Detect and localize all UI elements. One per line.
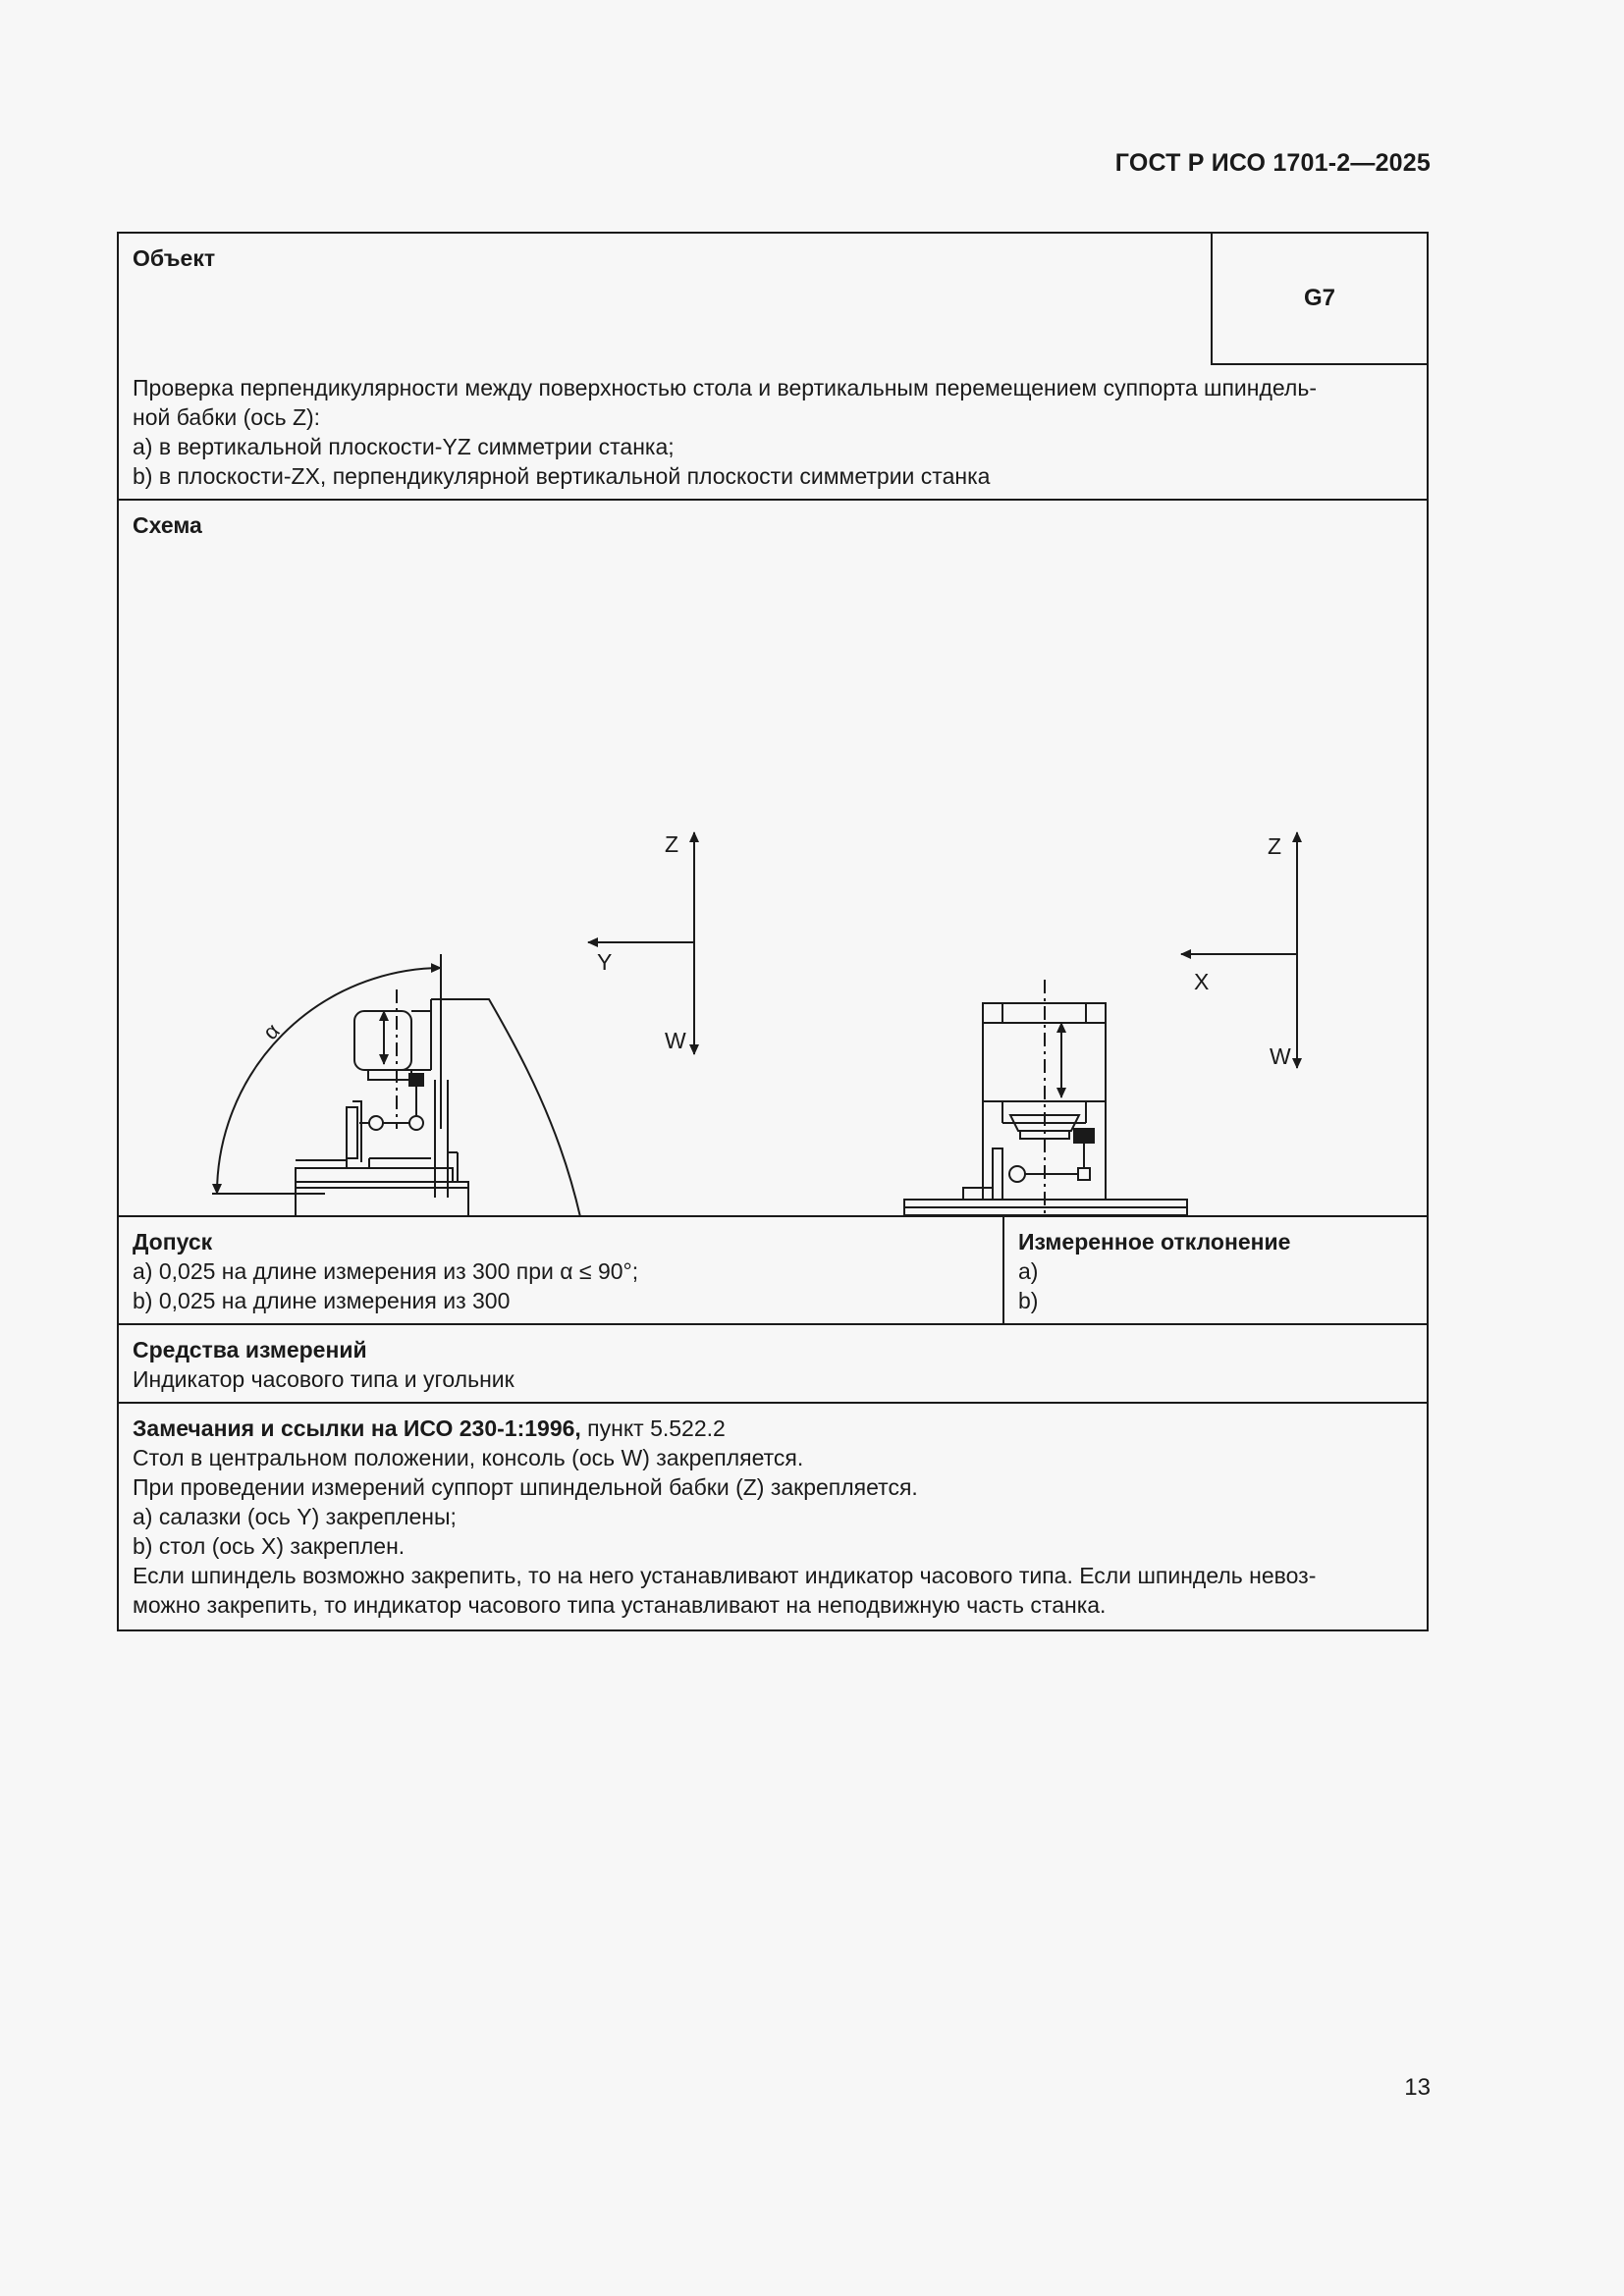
tolerance-title: Допуск xyxy=(133,1229,213,1255)
machine-side-view xyxy=(281,989,644,1217)
notes-line: Стол в центральном положении, консоль (ось W) закрепляется. xyxy=(133,1445,804,1470)
notes-row xyxy=(119,1404,1427,1629)
notes-line: Если шпиндель возможно закрепить, то на него устанавливают индикатор часового типа. Если шпиндель невоз- xyxy=(133,1563,1317,1588)
axis-y-label: Y xyxy=(597,949,613,975)
notes-line: При проведении измерений суппорт шпиндельной бабки (Z) закрепляется. xyxy=(133,1474,918,1500)
notes-line: a) салазки (ось Y) закреплены; xyxy=(133,1504,457,1529)
figure-b xyxy=(904,832,1297,1217)
axis-x-label: X xyxy=(1194,969,1210,994)
measured-cell xyxy=(1004,1217,1427,1323)
figure-a xyxy=(212,831,694,1217)
angle-label: α xyxy=(257,1018,285,1045)
test-card-table xyxy=(117,232,1429,1631)
document-header: ГОСТ Р ИСО 1701-2—2025 xyxy=(1114,149,1431,177)
object-line: Проверка перпендикулярности между поверхностью стола и вертикальным перемещением суппорта шпиндель- xyxy=(133,375,1317,400)
axis-w-label-b: W xyxy=(1270,1043,1291,1069)
notes-line: можно закрепить, то индикатор часового типа устанавливают на неподвижную часть станка. xyxy=(133,1592,1107,1618)
object-row xyxy=(119,234,1427,501)
machine-front-view xyxy=(904,980,1191,1217)
schema-row xyxy=(119,501,1427,1217)
axis-z-label: Z xyxy=(665,831,679,857)
axes-a xyxy=(588,831,694,1054)
axis-w-label: W xyxy=(665,1028,686,1053)
axis-z-label-b: Z xyxy=(1268,833,1282,859)
measured-title: Измеренное отклонение xyxy=(1018,1229,1291,1255)
notes-heading xyxy=(133,1414,1413,1443)
measured-line: a) xyxy=(1018,1258,1039,1284)
notes-title-rest: пункт 5.522.2 xyxy=(580,1415,726,1441)
object-line: b) в плоскости-ZX, перпендикулярной вертикальной плоскости симметрии станка xyxy=(133,463,991,489)
schema-title: Схема xyxy=(133,512,202,538)
schema-diagram xyxy=(119,501,1427,1217)
object-line: a) в вертикальной плоскости-YZ симметрии станка; xyxy=(133,434,675,459)
axes-b xyxy=(1181,832,1297,1069)
page-number: 13 xyxy=(1404,2074,1431,2101)
tolerance-row xyxy=(119,1217,1427,1325)
test-code: G7 xyxy=(1211,234,1427,365)
tolerance-line: a) 0,025 на длине измерения из 300 при α ≤ 90°; xyxy=(133,1258,639,1284)
notes-title-bold: Замечания и ссылки на ИСО 230-1:1996, xyxy=(133,1415,581,1441)
object-top xyxy=(119,234,1427,365)
means-row xyxy=(119,1325,1427,1404)
measured-line: b) xyxy=(1018,1288,1039,1313)
tolerance-cell xyxy=(119,1217,1004,1323)
means-text: Индикатор часового типа и угольник xyxy=(133,1366,514,1392)
object-line: ной бабки (ось Z): xyxy=(133,404,321,430)
means-title: Средства измерений xyxy=(133,1337,367,1362)
object-title: Объект xyxy=(133,245,216,271)
object-description xyxy=(119,365,1427,499)
tolerance-line: b) 0,025 на длине измерения из 300 xyxy=(133,1288,511,1313)
notes-line: b) стол (ось X) закреплен. xyxy=(133,1533,406,1559)
